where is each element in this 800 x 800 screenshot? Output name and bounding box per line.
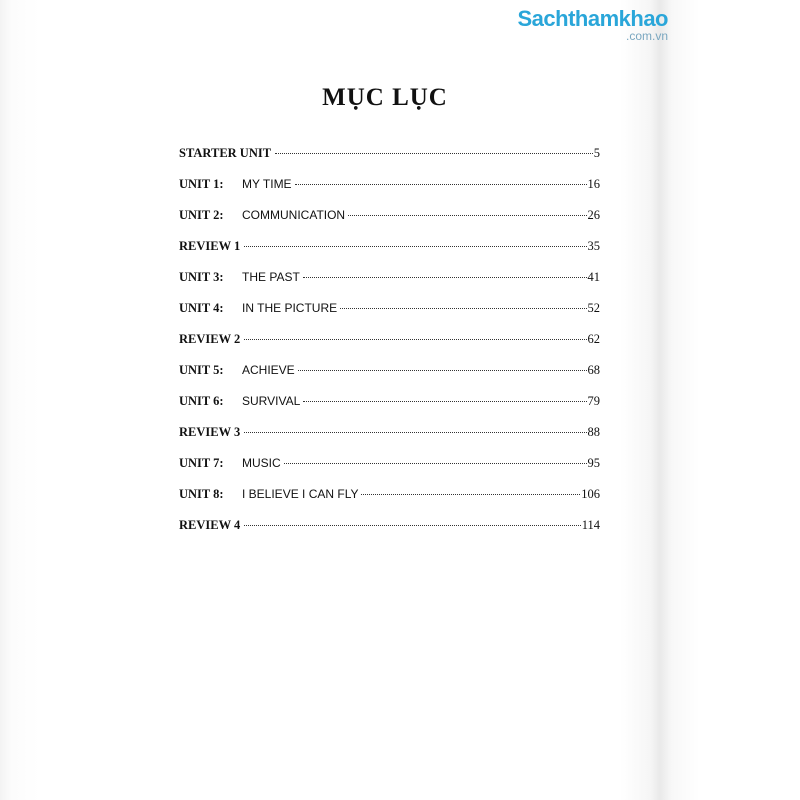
toc-entry bbox=[179, 239, 600, 270]
toc-leader-dots bbox=[303, 401, 586, 402]
toc-entry-label: UNIT 5: bbox=[179, 363, 224, 377]
toc-leader-dots bbox=[244, 432, 586, 433]
toc-entry-label: UNIT 4: bbox=[179, 301, 224, 315]
toc-entry-page: 114 bbox=[581, 518, 600, 532]
table-of-contents bbox=[179, 146, 600, 549]
toc-entry bbox=[179, 487, 600, 518]
toc-entry-label: UNIT 3: bbox=[179, 270, 224, 284]
toc-leader-dots bbox=[298, 370, 587, 371]
toc-entry bbox=[179, 301, 600, 332]
toc-entry-label: REVIEW 4 bbox=[179, 518, 241, 532]
toc-entry-title: MUSIC bbox=[242, 456, 281, 470]
toc-leader-dots bbox=[348, 215, 586, 216]
toc-entry-page: 106 bbox=[581, 487, 600, 501]
toc-entry bbox=[179, 270, 600, 301]
toc-entry-page: 88 bbox=[587, 425, 600, 439]
toc-leader-dots bbox=[244, 339, 586, 340]
toc-leader-dots bbox=[244, 246, 586, 247]
toc-entry bbox=[179, 177, 600, 208]
toc-entry-title: COMMUNICATION bbox=[242, 208, 346, 222]
watermark-domain: .com.vn bbox=[625, 29, 668, 43]
toc-entry-title: THE PAST bbox=[242, 270, 300, 284]
toc-entry bbox=[179, 146, 600, 177]
toc-leader-dots bbox=[244, 525, 580, 526]
toc-entry-label: UNIT 6: bbox=[179, 394, 224, 408]
toc-entry-page: 68 bbox=[587, 363, 600, 377]
toc-leader-dots bbox=[303, 277, 587, 278]
toc-entry-title: IN THE PICTURE bbox=[242, 301, 338, 315]
toc-entry-page: 16 bbox=[587, 177, 600, 191]
toc-entry-label: REVIEW 2 bbox=[179, 332, 241, 346]
toc-entry bbox=[179, 456, 600, 487]
toc-leader-dots bbox=[361, 494, 580, 495]
toc-entry-label: UNIT 2: bbox=[179, 208, 224, 222]
toc-entry-title: SURVIVAL bbox=[242, 394, 301, 408]
toc-entry-label: UNIT 8: bbox=[179, 487, 224, 501]
toc-leader-dots bbox=[340, 308, 586, 309]
toc-entry-title: I BELIEVE I CAN FLY bbox=[242, 487, 359, 501]
toc-leader-dots bbox=[295, 184, 587, 185]
toc-leader-dots bbox=[275, 153, 593, 154]
toc-leader-dots bbox=[284, 463, 587, 464]
toc-entry bbox=[179, 518, 600, 549]
toc-entry-page: 62 bbox=[587, 332, 600, 346]
toc-entry-page: 95 bbox=[587, 456, 600, 470]
toc-entry-page: 41 bbox=[587, 270, 600, 284]
toc-entry bbox=[179, 363, 600, 394]
toc-entry-page: 5 bbox=[593, 146, 600, 160]
toc-entry-title: MY TIME bbox=[242, 177, 292, 191]
toc-entry-page: 52 bbox=[587, 301, 600, 315]
watermark-logo bbox=[518, 6, 669, 42]
toc-entry-label: UNIT 7: bbox=[179, 456, 224, 470]
toc-entry bbox=[179, 394, 600, 425]
toc-entry-label: UNIT 1: bbox=[179, 177, 224, 191]
toc-entry-page: 35 bbox=[587, 239, 600, 253]
page-title: MỤC LỤC bbox=[322, 84, 448, 111]
toc-entry-label: REVIEW 1 bbox=[179, 239, 241, 253]
toc-entry bbox=[179, 332, 600, 363]
toc-entry bbox=[179, 208, 600, 239]
watermark-brand: Sachthamkhao bbox=[517, 6, 668, 31]
toc-entry-label: STARTER UNIT bbox=[179, 146, 272, 160]
toc-entry-label: REVIEW 3 bbox=[179, 425, 241, 439]
toc-entry bbox=[179, 425, 600, 456]
toc-entry-page: 79 bbox=[587, 394, 600, 408]
toc-entry-title: ACHIEVE bbox=[242, 363, 295, 377]
toc-entry-page: 26 bbox=[587, 208, 600, 222]
